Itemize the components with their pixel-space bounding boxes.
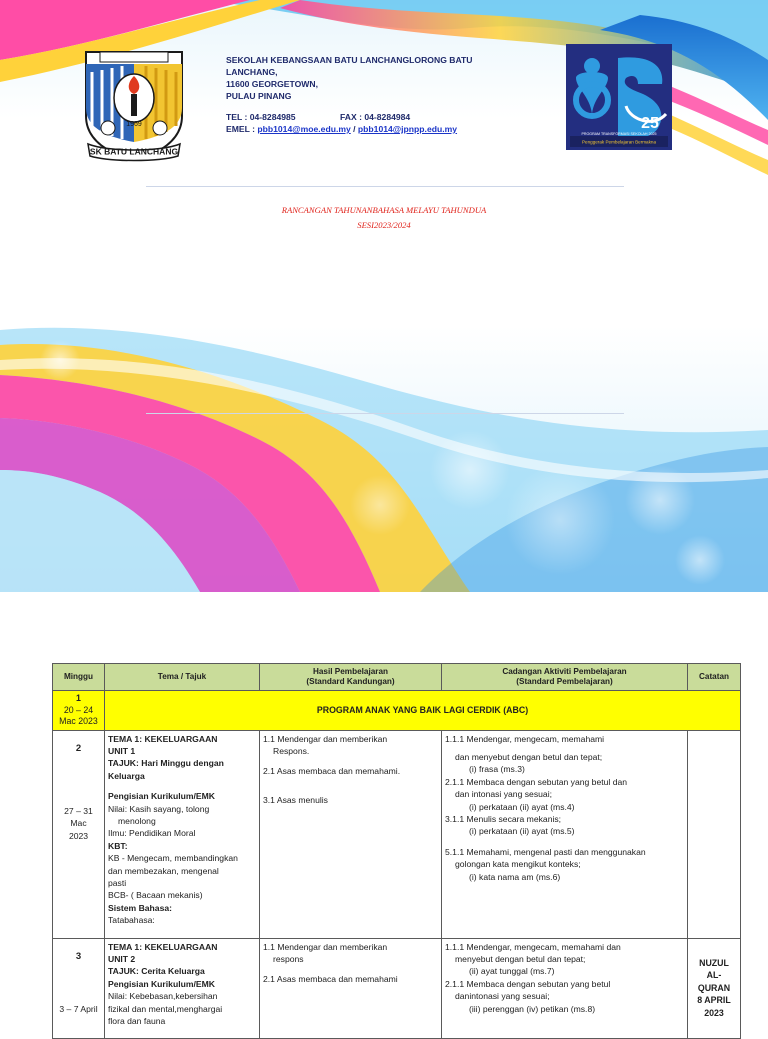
address-line: PULAU PINANG xyxy=(226,91,292,101)
table-row-week-1 xyxy=(53,691,741,731)
document-session: SESI2023/2024 xyxy=(357,220,411,230)
header-tema: Tema / Tajuk xyxy=(105,664,260,691)
contact-numbers xyxy=(226,111,546,123)
crest-banner-text: SK BATU LANCHANG xyxy=(89,146,179,157)
ts25-logo xyxy=(566,44,672,150)
table-header-row xyxy=(53,664,741,691)
header-catatan: Catatan xyxy=(688,664,741,691)
document-title xyxy=(0,203,768,233)
address-line: LANCHANG, xyxy=(226,67,278,77)
table-row-week-2 xyxy=(53,730,741,938)
address-line: SEKOLAH KEBANGSAAN BATU LANCHANGLORONG BATU xyxy=(226,55,473,65)
hasil-cell: 1.1 Mendengar dan memberikan respons 2.1 Asas membaca dan memahami xyxy=(260,938,442,1038)
email-link-jpnpp[interactable]: pbb1014@jpnpp.edu.my xyxy=(357,124,458,134)
table-row-week-3 xyxy=(53,938,741,1038)
address-line: 11600 GEORGETOWN, xyxy=(226,79,319,89)
school-letterhead xyxy=(226,54,546,135)
tema-cell: TEMA 1: KEKELUARGAAN UNIT 2 TAJUK: Cerita Keluarga Pengisian Kurikulum/EMK Nilai: Kebebasan,kebersihan fizikal dan mental,menghargai flora dan fauna xyxy=(105,938,260,1038)
hasil-cell: 1.1 Mendengar dan memberikan Respons. 2.1 Asas membaca dan memahami. 3.1 Asas menulis xyxy=(260,730,442,938)
ts25-tagline: Penggerak Pembelajaran Bermakna xyxy=(581,139,657,145)
header-aktiviti: Cadangan Aktiviti Pembelajaran (Standard Pembelajaran) xyxy=(442,664,688,691)
ts25-number: 25 xyxy=(641,115,659,132)
header-minggu: Minggu xyxy=(53,664,105,691)
svg-text:1969: 1969 xyxy=(126,121,142,128)
document-title-line: RANCANGAN TAHUNANBAHASA MELAYU TAHUNDUA xyxy=(281,205,487,215)
divider-line xyxy=(146,413,624,414)
aktiviti-cell: 1.1.1 Mendengar, mengecam, memahami dan menyebut dengan betul dan tepat; (ii) ayat tunggal (ms.7) 2.1.1 Membaca dengan sebutan yang betul danintonasi yang sesuai; (iii) perenggan (iv) petikan (ms.8) xyxy=(442,938,688,1038)
school-crest-logo xyxy=(78,46,190,162)
yearly-plan-table xyxy=(52,663,741,1039)
fax-number: FAX : 04-8284984 xyxy=(339,112,411,122)
aktiviti-cell: 1.1.1 Mendengar, mengecam, memahami dan menyebut dengan betul dan tepat; (i) frasa (ms.3) 2.1.1 Membaca dengan sebutan yang betul dan dan intonasi yang sesuai; (i) perkataan (ii) ayat (ms.4) 3.1.1 Menulis secara mekanis; (i) perkataan (ii) ayat (ms.5) 5.1.1 Memahami, mengenal pasti dan menggunakan golongan kata mengikut konteks; (i) kata nama am (ms.6) xyxy=(442,730,688,938)
email-row xyxy=(226,123,546,135)
email-label: EMEL : xyxy=(226,124,255,134)
week-cell: 3 3 – 7 April xyxy=(53,938,105,1038)
catatan-cell xyxy=(688,730,741,938)
email-separator: / xyxy=(350,124,358,134)
catatan-cell: NUZUL AL- QURAN 8 APRIL 2023 xyxy=(688,938,741,1038)
ts25-caption: PROGRAM TRANSFORMASI SEKOLAH 2025 xyxy=(581,132,657,136)
tema-cell: TEMA 1: KEKELUARGAAN UNIT 1 TAJUK: Hari Minggu dengan Keluarga Pengisian Kurikulum/EMK Nilai: Kasih sayang, tolong menolong Ilmu: Pendidikan Moral KBT: KB - Mengecam, membandingkan dan membezakan, mengenal pasti BCB- ( Bacaan mekanis) Sistem Bahasa: Tatabahasa: xyxy=(105,730,260,938)
email-link-moe[interactable]: pbb1014@moe.edu.my xyxy=(257,124,351,134)
week-cell: 1 20 – 24 Mac 2023 xyxy=(53,691,105,731)
header-hasil: Hasil Pembelajaran (Standard Kandungan) xyxy=(260,664,442,691)
telephone-number: TEL : 04-8284985 xyxy=(226,112,296,122)
week-cell: 2 27 – 31 Mac 2023 xyxy=(53,730,105,938)
divider-line xyxy=(146,186,624,187)
program-banner: PROGRAM ANAK YANG BAIK LAGI CERDIK (ABC) xyxy=(105,691,741,731)
